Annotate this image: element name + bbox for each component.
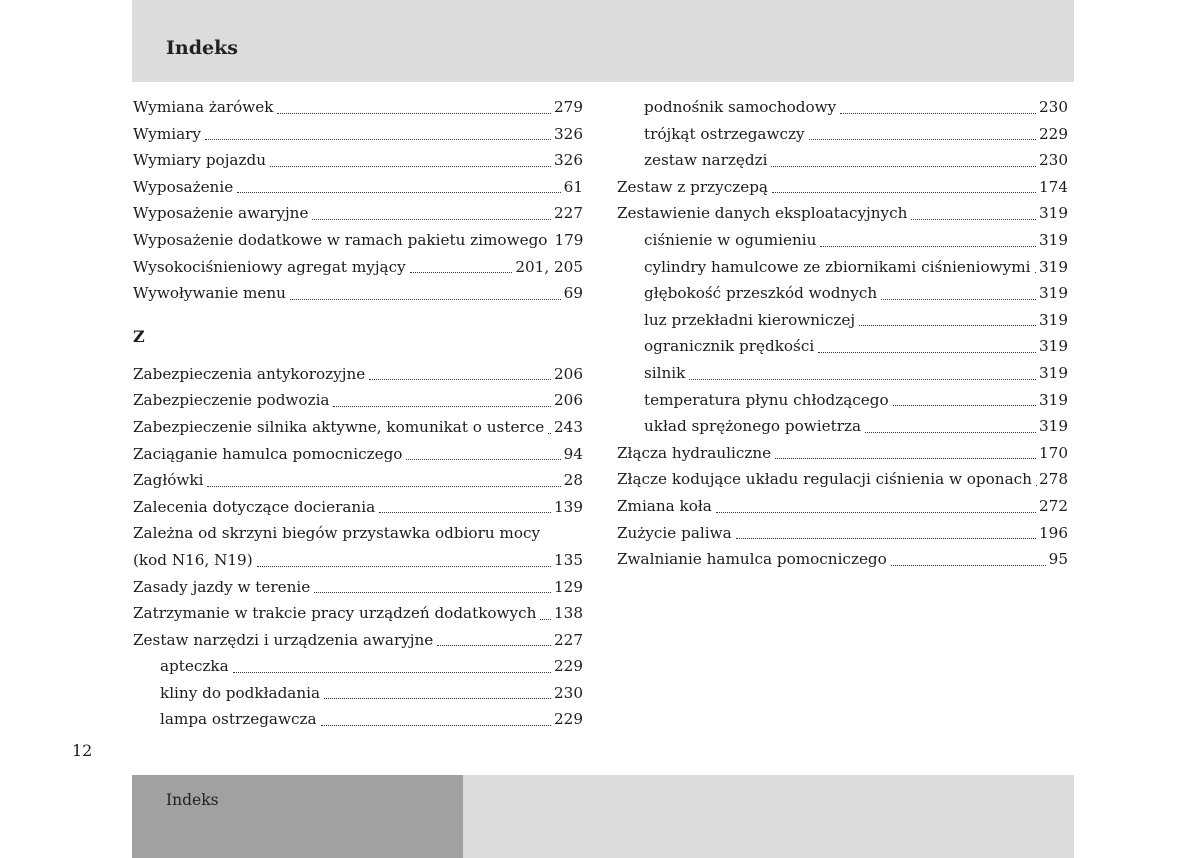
index-term: Zestaw narzędzi i urządzenia awaryjne [133,630,434,649]
index-term: Wysokociśnieniowy agregat myjący [133,257,406,276]
index-page-ref: 69 [563,284,583,303]
leader-dots [881,298,1036,300]
index-term: Zestaw z przyczepą [617,177,768,196]
index-subentry [617,94,1068,121]
index-page-ref: 201, 205 [515,257,583,276]
leader-dots [205,138,551,140]
index-page-ref: 129 [554,577,583,596]
index-page-ref: 95 [1048,550,1068,569]
leader-dots [689,378,1036,380]
index-term: Zagłówki [133,471,204,490]
index-subentry [617,147,1068,174]
leader-dots [410,271,513,273]
leader-dots [324,697,551,699]
leader-dots [237,191,560,193]
index-entry [133,387,583,414]
leader-dots [437,644,551,646]
index-page-ref: 319 [1039,257,1068,276]
index-page-ref: 272 [1039,496,1068,515]
leader-dots [369,378,551,380]
index-page-ref: 319 [1039,284,1068,303]
index-page-ref: 206 [554,364,583,383]
index-term: Zabezpieczenia antykorozyjne [133,364,366,383]
index-entry [133,600,583,627]
index-entry [133,227,583,254]
index-page-ref: 229 [554,710,583,729]
leader-dots [270,165,551,167]
index-term-line2: (kod N16, N19) [133,550,253,569]
leader-dots [736,537,1036,539]
index-page-ref: 61 [563,177,583,196]
index-entry [617,200,1068,227]
index-entry [133,441,583,468]
leader-dots [321,724,551,726]
index-term: Wyposażenie [133,177,234,196]
index-page-ref: 196 [1039,523,1068,542]
index-page-ref: 206 [554,391,583,410]
index-entry [617,466,1068,493]
leader-dots [333,405,551,407]
index-page-ref: 319 [1039,417,1068,436]
index-entry [133,254,583,281]
index-entry [617,546,1068,573]
index-term: cylindry hamulcowe ze zbiornikami ciśnieniowymi [644,257,1031,276]
footer-section-label: Indeks [166,791,219,809]
index-entry [617,520,1068,547]
leader-dots [207,485,560,487]
index-subentry [133,653,583,680]
index-entry [133,467,583,494]
index-page-ref: 230 [554,683,583,702]
index-term: Zatrzymanie w trakcie pracy urządzeń dodatkowych [133,604,537,623]
index-entry [133,414,583,441]
leader-dots [893,404,1036,406]
index-term: ogranicznik prędkości [644,337,815,356]
index-term: Złącza hydrauliczne [617,443,772,462]
index-term: Zabezpieczenie podwozia [133,391,330,410]
index-entry [133,574,583,601]
leader-dots [312,218,551,220]
index-term: głębokość przeszkód wodnych [644,284,878,303]
leader-dots [775,457,1036,459]
index-page-ref: 227 [554,204,583,223]
index-entry [133,280,583,307]
index-term: Złącze kodujące układu regulacji ciśnienia w oponach [617,470,1032,489]
index-subentry [617,227,1068,254]
index-term: Zużycie paliwa [617,523,732,542]
index-term: zestaw narzędzi [644,151,768,170]
index-page-ref: 170 [1039,443,1068,462]
index-entry [133,147,583,174]
index-entry [133,627,583,654]
leader-dots [540,618,551,620]
index-page-ref: 139 [554,497,583,516]
index-page-ref: 179 [554,230,583,249]
index-page-ref: 230 [1039,151,1068,170]
index-term: ciśnienie w ogumieniu [644,230,817,249]
index-term: Zestawienie danych eksploatacyjnych [617,204,908,223]
index-term: Zmiana koła [617,496,712,515]
index-term: Zalecenia dotyczące docierania [133,497,376,516]
index-group-w [133,94,583,307]
index-term: Wyposażenie dodatkowe w ramach pakietu zimowego [133,230,548,249]
index-entry [133,494,583,521]
leader-dots [865,431,1036,433]
page-title: Indeks [166,37,238,59]
leader-dots [233,671,551,673]
index-term: podnośnik samochodowy [644,98,837,116]
index-page-ref: 278 [1039,470,1068,489]
index-page-ref: 319 [1039,310,1068,329]
index-entry [617,493,1068,520]
index-subentry [133,680,583,707]
index-term: Zaciąganie hamulca pomocniczego [133,444,403,463]
index-page-ref: 326 [554,124,583,143]
leader-dots [277,112,551,114]
index-page-ref: 174 [1039,177,1068,196]
leader-dots [820,245,1036,247]
index-term: Wymiary [133,124,202,143]
leader-dots [911,218,1036,220]
index-page-ref: 319 [1039,230,1068,249]
index-subentry [133,706,583,733]
footer-band [463,775,1074,858]
letter-heading: Z [133,326,145,346]
footer-tab [132,775,463,858]
index-page-ref: 243 [554,417,583,436]
index-page-ref: 230 [1039,98,1068,116]
index-entry [133,94,583,121]
index-term: Wymiana żarówek [133,98,274,116]
index-term: Zasady jazdy w terenie [133,577,311,596]
index-term-line1: Zależna od skrzyni biegów przystawka odbioru mocy [133,524,541,543]
index-subentry [617,333,1068,360]
index-page-ref: 94 [563,444,583,463]
index-term: Wywoływanie menu [133,284,286,303]
index-page-ref: 319 [1039,390,1068,409]
index-group-right [617,94,1068,573]
index-term: silnik [644,363,686,382]
index-subentry [617,413,1068,440]
index-term: trójkąt ostrzegawczy [644,124,805,143]
index-entry [617,174,1068,201]
index-group-z [133,361,583,521]
index-page-ref: 227 [554,630,583,649]
index-entry [133,361,583,388]
index-term: Zabezpieczenie silnika aktywne, komunikat o usterce [133,417,545,436]
index-term: Zwalnianie hamulca pomocniczego [617,550,887,569]
header-band [132,0,1074,82]
index-term: lampa ostrzegawcza [160,710,317,729]
index-page-ref: 319 [1039,337,1068,356]
index-page-ref: 326 [554,151,583,170]
index-page-ref: 229 [1039,124,1068,143]
index-page-ref: 229 [554,657,583,676]
index-entry [617,440,1068,467]
leader-dots [891,564,1046,566]
index-subentry [617,360,1068,387]
index-term: Wyposażenie awaryjne [133,204,309,223]
leader-dots [859,324,1036,326]
leader-dots [406,458,560,460]
leader-dots [290,298,561,300]
leader-dots [818,351,1036,353]
index-column-right [617,94,1068,573]
leader-dots [257,565,551,567]
leader-dots [772,191,1036,193]
index-page-ref: 319 [1039,363,1068,382]
index-entry [133,121,583,148]
index-subentry [617,254,1068,281]
index-term: układ sprężonego powietrza [644,417,862,436]
index-subentry [617,280,1068,307]
page-number: 12 [72,741,93,760]
index-page-ref: 279 [554,98,583,116]
index-entry [133,174,583,201]
index-term: luz przekładni kierowniczej [644,310,856,329]
leader-dots [716,511,1036,513]
index-subentry [617,307,1068,334]
index-page-ref: 28 [563,471,583,490]
index-group-z-cont [133,574,583,734]
index-subentry [617,387,1068,414]
leader-dots [809,138,1036,140]
index-subentry [617,121,1068,148]
leader-dots [840,112,1036,114]
index-entry [133,520,583,573]
index-page-ref: 319 [1039,204,1068,223]
index-term: Wymiary pojazdu [133,151,266,170]
index-term: kliny do podkładania [160,683,321,702]
index-column-left [133,94,583,733]
index-page-ref: 138 [554,604,583,623]
index-entry [133,200,583,227]
leader-dots [771,165,1036,167]
index-term: apteczka [160,657,229,676]
index-page-ref: 135 [554,550,583,569]
leader-dots [379,511,551,513]
index-term: temperatura płynu chłodzącego [644,390,889,409]
leader-dots [314,591,551,593]
